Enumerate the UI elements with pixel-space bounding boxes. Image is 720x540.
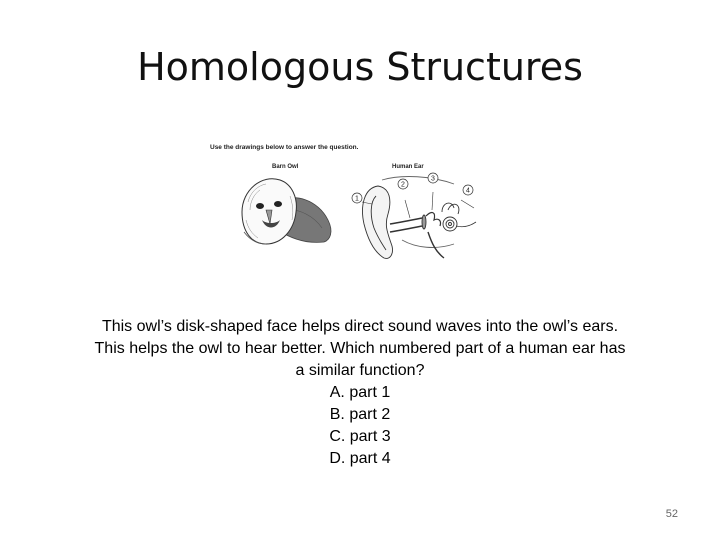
question-line: a similar function? bbox=[295, 362, 425, 379]
answer-option-b: B. part 2 bbox=[329, 406, 391, 423]
ear-part-number: 2 bbox=[401, 181, 405, 189]
ear-part-number: 4 bbox=[466, 187, 470, 195]
ear-part-callout-4 bbox=[463, 185, 473, 195]
ear-part-callout-2 bbox=[398, 179, 408, 189]
barn-owl-drawing bbox=[242, 179, 331, 244]
ear-part-number: 1 bbox=[355, 195, 359, 203]
question-line: This owl’s disk-shaped face helps direct sound waves into the owl’s ears. bbox=[101, 318, 619, 335]
answer-option-a: A. part 1 bbox=[329, 384, 391, 401]
answer-option-d: D. part 4 bbox=[329, 450, 391, 467]
owl-ear-figure bbox=[206, 140, 496, 265]
answer-option-c: C. part 3 bbox=[329, 428, 391, 445]
human-ear-label: Human Ear bbox=[392, 164, 424, 170]
barn-owl-label: Barn Owl bbox=[272, 164, 299, 170]
slide-title: Homologous Structures bbox=[137, 45, 583, 89]
page-number: 52 bbox=[665, 508, 678, 520]
human-ear-drawing bbox=[362, 177, 476, 259]
figure-instruction: Use the drawings below to answer the question. bbox=[210, 144, 359, 151]
figure-drawings bbox=[206, 140, 496, 265]
ear-part-callout-3 bbox=[428, 173, 438, 183]
ear-part-number: 3 bbox=[431, 175, 435, 183]
question-line: This helps the owl to hear better. Which numbered part of a human ear has bbox=[94, 340, 626, 357]
question-text bbox=[40, 316, 680, 470]
ear-part-callout-1 bbox=[352, 193, 362, 203]
